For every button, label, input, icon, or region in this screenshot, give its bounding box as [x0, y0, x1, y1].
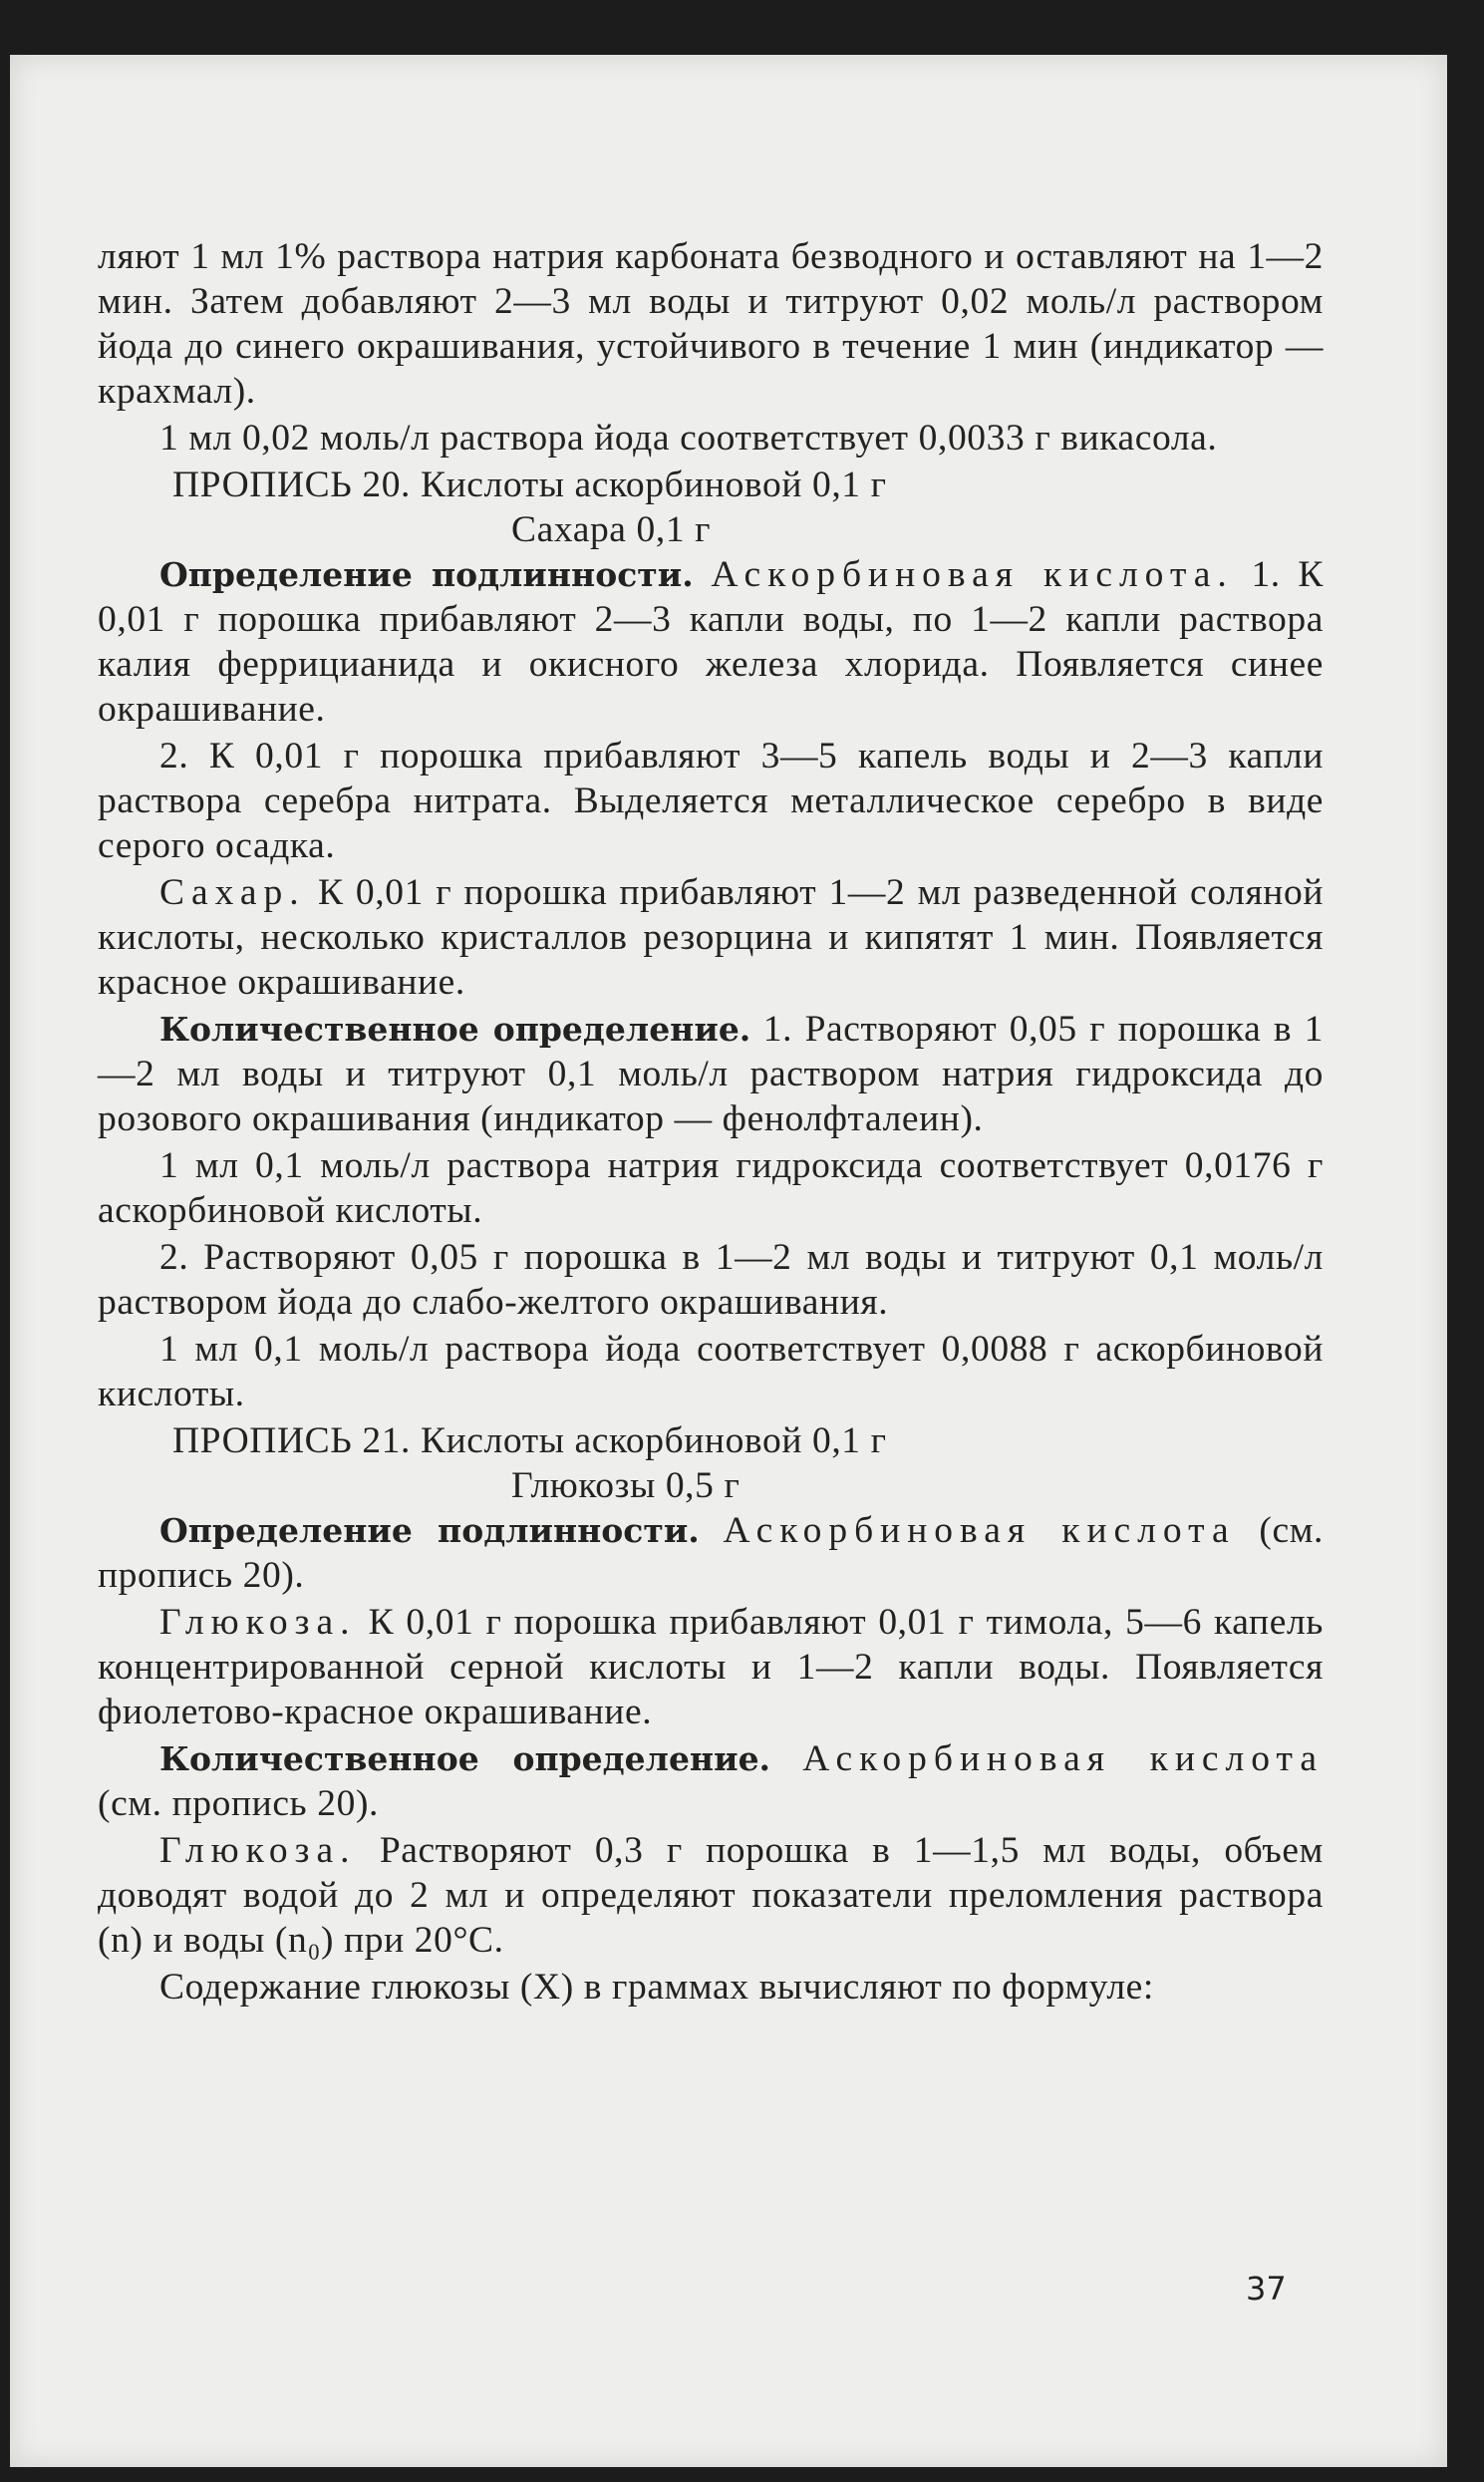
substance-name: Аскорбиновая кислота.	[711, 554, 1234, 595]
substance-name: Сахар.	[159, 872, 306, 913]
paragraph-quantitative-2: 2. Растворяют 0,05 г порошка в 1—2 мл воды и титруют 0,1 моль/л раствором йода до слабо-желтого окрашивания.	[98, 1237, 1324, 1323]
paragraph-quantitative-21	[98, 1736, 1324, 1826]
paragraph-identity-ascorbic	[98, 552, 1324, 732]
paragraph-text: (см. пропись 20).	[98, 1783, 380, 1824]
recipe-21-line1: ПРОПИСЬ 21. Кислоты аскорбиновой 0,1 г	[172, 1420, 887, 1461]
paragraph-identity-21	[98, 1508, 1324, 1598]
section-heading: Определение подлинности.	[159, 1511, 700, 1550]
paragraph-quantitative-1	[98, 1007, 1324, 1141]
paragraph-text: (см. пропись 20).	[98, 1510, 1324, 1596]
recipe-20-line1: ПРОПИСЬ 20. Кислоты аскорбиновой 0,1 г	[172, 465, 887, 505]
substance-name: Глюкоза.	[159, 1602, 357, 1643]
paragraph-text: 1. Растворяют 0,05 г порошка в 1—2 мл воды и титруют 0,1 моль/л раствором натрия гидроксида до розового окрашивания (индикатор — фенолфталеин).	[98, 1009, 1324, 1139]
paragraph-glucose-quantitative	[98, 1828, 1324, 1963]
paragraph-continuation: ляют 1 мл 1% раствора натрия карбоната безводного и оставляют на 1—2 мин. Затем добавляют 2—3 мл воды и титруют 0,02 моль/л раствором йода до синего окрашивания, устойчивого в течение 1 мин (индикатор — крахмал).	[98, 236, 1324, 412]
paragraph-naoh-equivalent: 1 мл 0,1 моль/л раствора натрия гидроксида соответствует 0,0176 г аскорбиновой кислоты.	[98, 1145, 1324, 1231]
paragraph-glucose-identity	[98, 1600, 1324, 1734]
paragraph-titration-equivalent: 1 мл 0,02 моль/л раствора йода соответствует 0,0033 г викасола.	[159, 418, 1218, 459]
paragraph-sugar-test	[98, 870, 1324, 1005]
section-heading: Количественное определение.	[159, 1010, 751, 1049]
page-text	[98, 234, 1324, 2012]
recipe-21	[98, 1418, 1324, 1508]
paragraph-iodine-equivalent: 1 мл 0,1 моль/л раствора йода соответствует 0,0088 г аскорбиновой кислоты.	[98, 1329, 1324, 1414]
section-heading: Количественное определение.	[159, 1739, 771, 1778]
paragraph-text: 1. К 0,01 г порошка прибавляют 2—3 капли воды, по 1—2 капли раствора калия феррицианида и окисного железа хлорида. Появляется синее окрашивание.	[98, 554, 1324, 730]
recipe-20	[98, 463, 1324, 552]
page-number: 37	[1246, 2270, 1287, 2308]
paragraph-formula-intro: Содержание глюкозы (X) в граммах вычисляют по формуле:	[159, 1967, 1154, 2008]
book-page	[10, 55, 1447, 2467]
substance-name: Аскорбиновая кислота	[802, 1738, 1324, 1779]
substance-name: Глюкоза.	[159, 1830, 357, 1871]
paragraph-text: К 0,01 г порошка прибавляют 1—2 мл разведенной соляной кислоты, несколько кристаллов резорцина и кипятят 1 мин. Появляется красное окрашивание.	[98, 872, 1324, 1003]
paragraph-silver-test: 2. К 0,01 г порошка прибавляют 3—5 капель воды и 2—3 капли раствора серебра нитрата. Выделяется металлическое серебро в виде серого осадка.	[98, 736, 1324, 866]
section-heading: Определение подлинности.	[159, 555, 694, 594]
substance-name: Аскорбиновая кислота	[723, 1510, 1236, 1551]
recipe-21-line2: Глюкозы 0,5 г	[511, 1465, 741, 1506]
paragraph-text: К 0,01 г порошка прибавляют 0,01 г тимола, 5—6 капель концентрированной серной кислоты и 1—2 капли воды. Появляется фиолетово-красное окрашивание.	[98, 1602, 1324, 1732]
recipe-20-line2: Сахара 0,1 г	[511, 509, 712, 550]
paragraph-text: Растворяют 0,3 г порошка в 1—1,5 мл воды, объем доводят водой до 2 мл и определяют показатели преломления раствора (n) и воды (n₀) при 20°C.	[98, 1830, 1324, 1961]
